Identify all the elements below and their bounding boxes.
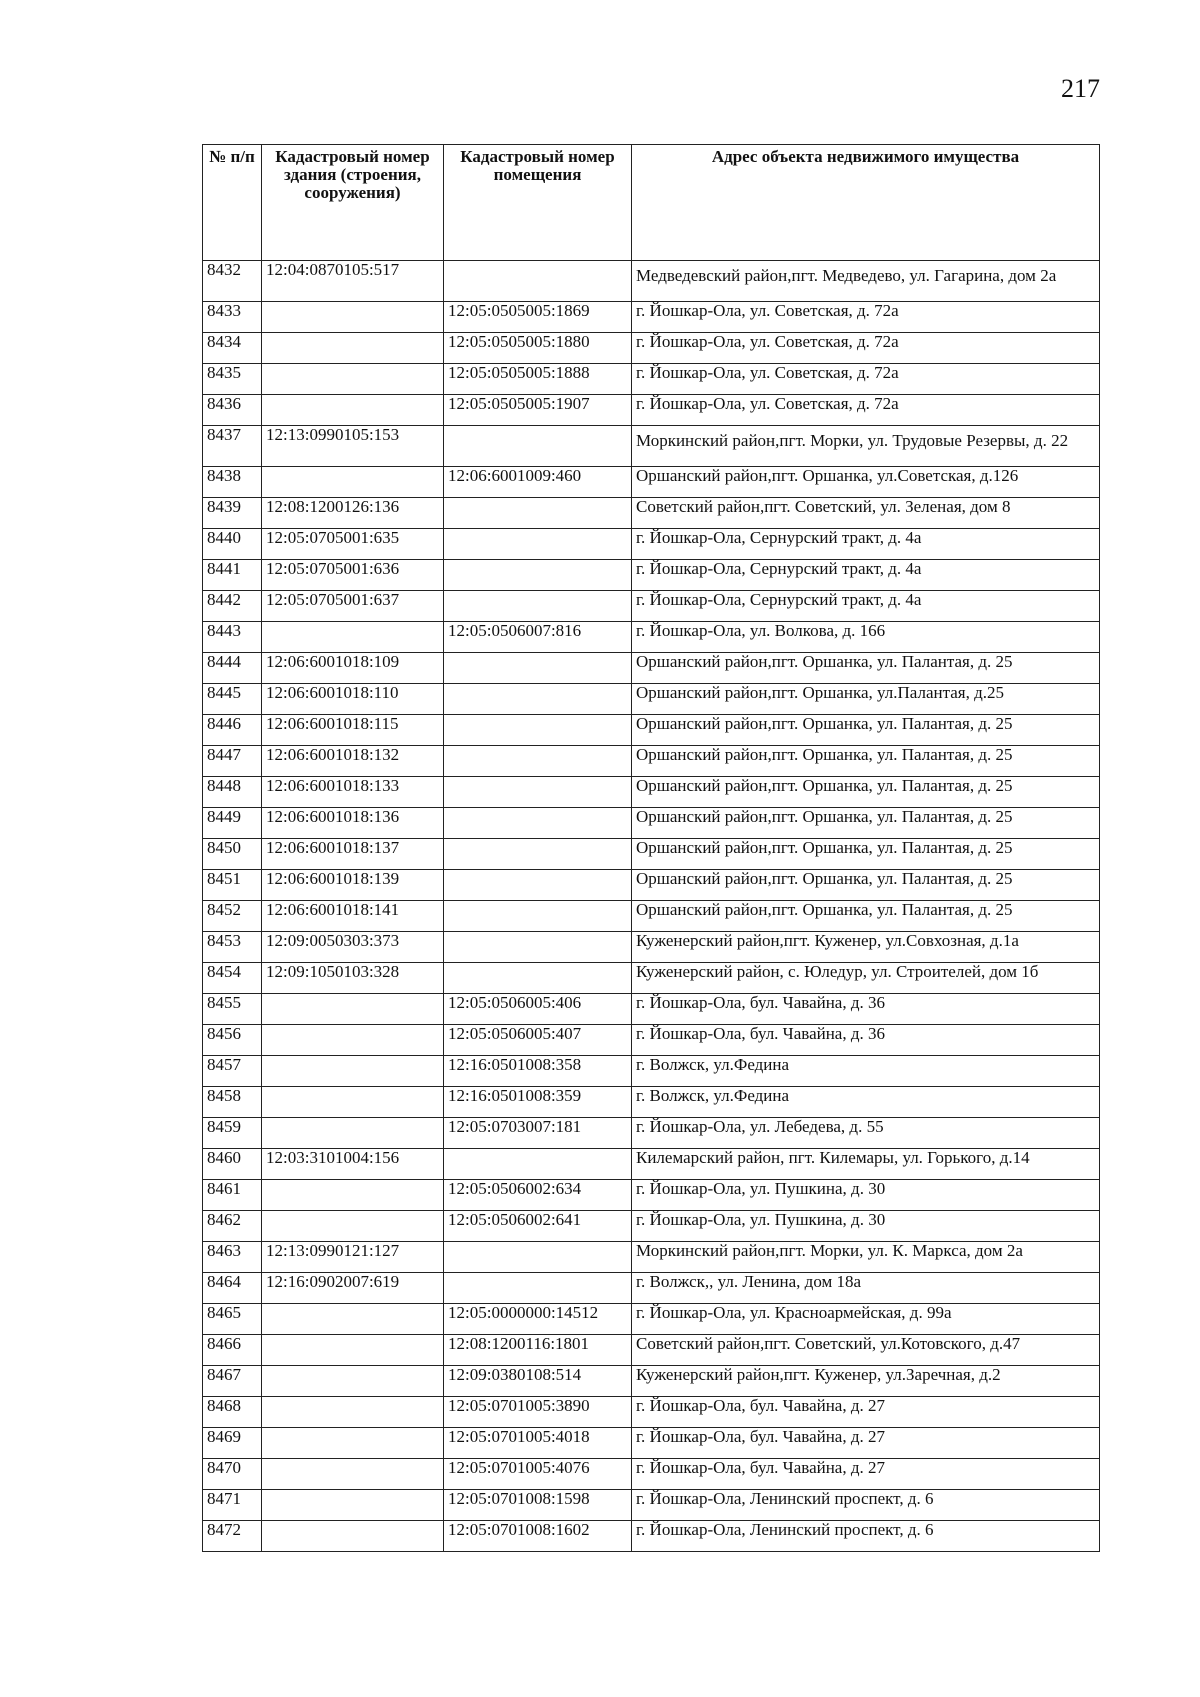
address-cell: г. Йошкар-Ола, бул. Чавайна, д. 27	[632, 1428, 1100, 1459]
table-row	[203, 746, 1100, 777]
room-cadastral-cell: 12:05:0701005:4076	[444, 1459, 632, 1490]
row-number-cell: 8457	[203, 1056, 262, 1087]
building-cadastral-cell: 12:09:0050303:373	[262, 932, 444, 963]
table-row	[203, 1459, 1100, 1490]
building-cadastral-cell	[262, 1459, 444, 1490]
address-cell: Моркинский район,пгт. Морки, ул. Трудовые Резервы, д. 22	[632, 426, 1100, 467]
table-row	[203, 529, 1100, 560]
room-cadastral-cell: 12:16:0501008:358	[444, 1056, 632, 1087]
building-cadastral-cell	[262, 1304, 444, 1335]
room-cadastral-cell: 12:16:0501008:359	[444, 1087, 632, 1118]
row-number-cell: 8437	[203, 426, 262, 467]
building-cadastral-cell	[262, 1056, 444, 1087]
address-cell: г. Йошкар-Ола, ул. Советская, д. 72а	[632, 395, 1100, 426]
room-cadastral-cell	[444, 839, 632, 870]
address-cell: Оршанский район,пгт. Оршанка, ул. Палантая, д. 25	[632, 653, 1100, 684]
building-cadastral-cell	[262, 1366, 444, 1397]
address-cell: г. Йошкар-Ола, Ленинский проспект, д. 6	[632, 1490, 1100, 1521]
table-row	[203, 1304, 1100, 1335]
room-cadastral-cell	[444, 498, 632, 529]
address-cell: г. Йошкар-Ола, Ленинский проспект, д. 6	[632, 1521, 1100, 1552]
row-number-cell: 8449	[203, 808, 262, 839]
row-number-cell: 8471	[203, 1490, 262, 1521]
room-cadastral-cell	[444, 560, 632, 591]
address-cell: г. Йошкар-Ола, ул. Советская, д. 72а	[632, 364, 1100, 395]
building-cadastral-cell	[262, 1118, 444, 1149]
address-cell: Советский район,пгт. Советский, ул.Котовского, д.47	[632, 1335, 1100, 1366]
row-number-cell: 8464	[203, 1273, 262, 1304]
table-row	[203, 870, 1100, 901]
address-cell: Оршанский район,пгт. Оршанка, ул.Советская, д.126	[632, 467, 1100, 498]
room-cadastral-cell: 12:05:0701005:4018	[444, 1428, 632, 1459]
address-cell: г. Йошкар-Ола, ул. Советская, д. 72а	[632, 333, 1100, 364]
room-cadastral-cell	[444, 529, 632, 560]
building-cadastral-cell	[262, 467, 444, 498]
address-cell: Куженерский район, с. Юледур, ул. Строителей, дом 1б	[632, 963, 1100, 994]
address-cell: г. Йошкар-Ола, ул. Волкова, д. 166	[632, 622, 1100, 653]
table-row	[203, 1490, 1100, 1521]
address-cell: Оршанский район,пгт. Оршанка, ул. Палантая, д. 25	[632, 839, 1100, 870]
row-number-cell: 8447	[203, 746, 262, 777]
building-cadastral-cell: 12:06:6001018:136	[262, 808, 444, 839]
table-row	[203, 808, 1100, 839]
table-row	[203, 777, 1100, 808]
row-number-cell: 8463	[203, 1242, 262, 1273]
room-cadastral-cell	[444, 1242, 632, 1273]
row-number-cell: 8460	[203, 1149, 262, 1180]
address-cell: Оршанский район,пгт. Оршанка, ул.Палантая, д.25	[632, 684, 1100, 715]
table-row	[203, 994, 1100, 1025]
property-registry-table	[202, 144, 1100, 1552]
row-number-cell: 8453	[203, 932, 262, 963]
table-row	[203, 1242, 1100, 1273]
row-number-cell: 8459	[203, 1118, 262, 1149]
table-row	[203, 715, 1100, 746]
row-number-cell: 8472	[203, 1521, 262, 1552]
room-cadastral-cell	[444, 1273, 632, 1304]
row-number-cell: 8467	[203, 1366, 262, 1397]
building-cadastral-cell: 12:03:3101004:156	[262, 1149, 444, 1180]
building-cadastral-cell: 12:06:6001018:132	[262, 746, 444, 777]
table-row	[203, 426, 1100, 467]
table-row	[203, 1366, 1100, 1397]
room-cadastral-cell: 12:05:0506002:634	[444, 1180, 632, 1211]
row-number-cell: 8448	[203, 777, 262, 808]
building-cadastral-cell	[262, 395, 444, 426]
room-cadastral-cell: 12:05:0505005:1869	[444, 302, 632, 333]
building-cadastral-cell	[262, 994, 444, 1025]
row-number-cell: 8468	[203, 1397, 262, 1428]
building-cadastral-cell	[262, 1397, 444, 1428]
address-cell: г. Йошкар-Ола, Сернурский тракт, д. 4а	[632, 560, 1100, 591]
address-cell: Килемарский район, пгт. Килемары, ул. Горького, д.14	[632, 1149, 1100, 1180]
address-cell: Моркинский район,пгт. Морки, ул. К. Маркса, дом 2а	[632, 1242, 1100, 1273]
row-number-cell: 8462	[203, 1211, 262, 1242]
row-number-cell: 8455	[203, 994, 262, 1025]
page-number: 217	[1061, 74, 1100, 103]
building-cadastral-cell: 12:06:6001018:109	[262, 653, 444, 684]
row-number-cell: 8439	[203, 498, 262, 529]
address-cell: г. Волжск, ул.Федина	[632, 1056, 1100, 1087]
room-cadastral-cell	[444, 746, 632, 777]
table-row	[203, 560, 1100, 591]
room-cadastral-cell	[444, 901, 632, 932]
row-number-cell: 8461	[203, 1180, 262, 1211]
building-cadastral-cell: 12:16:0902007:619	[262, 1273, 444, 1304]
room-cadastral-cell: 12:05:0505005:1888	[444, 364, 632, 395]
room-cadastral-cell	[444, 777, 632, 808]
address-cell: г. Йошкар-Ола, бул. Чавайна, д. 36	[632, 994, 1100, 1025]
room-cadastral-cell: 12:05:0701008:1598	[444, 1490, 632, 1521]
table-row	[203, 1118, 1100, 1149]
row-number-cell: 8444	[203, 653, 262, 684]
building-cadastral-cell: 12:05:0705001:635	[262, 529, 444, 560]
row-number-cell: 8438	[203, 467, 262, 498]
table-row	[203, 1025, 1100, 1056]
row-number-cell: 8450	[203, 839, 262, 870]
building-cadastral-cell: 12:06:6001018:115	[262, 715, 444, 746]
table-row	[203, 839, 1100, 870]
building-cadastral-cell: 12:13:0990105:153	[262, 426, 444, 467]
room-cadastral-cell	[444, 261, 632, 302]
row-number-cell: 8446	[203, 715, 262, 746]
row-number-cell: 8470	[203, 1459, 262, 1490]
address-cell: Оршанский район,пгт. Оршанка, ул. Палантая, д. 25	[632, 746, 1100, 777]
room-cadastral-cell	[444, 808, 632, 839]
table-row	[203, 653, 1100, 684]
room-cadastral-cell	[444, 932, 632, 963]
row-number-cell: 8451	[203, 870, 262, 901]
building-cadastral-cell: 12:09:1050103:328	[262, 963, 444, 994]
column-header-number: № п/п	[203, 145, 262, 261]
room-cadastral-cell	[444, 653, 632, 684]
table-row	[203, 1273, 1100, 1304]
address-cell: г. Йошкар-Ола, бул. Чавайна, д. 27	[632, 1397, 1100, 1428]
building-cadastral-cell	[262, 1428, 444, 1459]
row-number-cell: 8440	[203, 529, 262, 560]
room-cadastral-cell: 12:06:6001009:460	[444, 467, 632, 498]
building-cadastral-cell	[262, 1490, 444, 1521]
address-cell: г. Йошкар-Ола, ул. Пушкина, д. 30	[632, 1211, 1100, 1242]
table-row	[203, 1428, 1100, 1459]
table-row	[203, 333, 1100, 364]
table-header-row	[203, 145, 1100, 261]
building-cadastral-cell	[262, 333, 444, 364]
table-row	[203, 1521, 1100, 1552]
building-cadastral-cell: 12:06:6001018:133	[262, 777, 444, 808]
address-cell: г. Йошкар-Ола, Сернурский тракт, д. 4а	[632, 591, 1100, 622]
row-number-cell: 8458	[203, 1087, 262, 1118]
room-cadastral-cell: 12:08:1200116:1801	[444, 1335, 632, 1366]
address-cell: г. Волжск, ул.Федина	[632, 1087, 1100, 1118]
building-cadastral-cell	[262, 302, 444, 333]
room-cadastral-cell: 12:05:0000000:14512	[444, 1304, 632, 1335]
table-row	[203, 963, 1100, 994]
address-cell: Куженерский район,пгт. Куженер, ул.Совхозная, д.1а	[632, 932, 1100, 963]
building-cadastral-cell	[262, 1025, 444, 1056]
building-cadastral-cell: 12:06:6001018:110	[262, 684, 444, 715]
room-cadastral-cell	[444, 870, 632, 901]
building-cadastral-cell	[262, 1335, 444, 1366]
row-number-cell: 8445	[203, 684, 262, 715]
room-cadastral-cell	[444, 963, 632, 994]
row-number-cell: 8442	[203, 591, 262, 622]
column-header-room-cadastral: Кадастровый номер помещения	[444, 145, 632, 261]
room-cadastral-cell: 12:05:0506007:816	[444, 622, 632, 653]
room-cadastral-cell	[444, 715, 632, 746]
room-cadastral-cell: 12:05:0506002:641	[444, 1211, 632, 1242]
address-cell: г. Йошкар-Ола, ул. Советская, д. 72а	[632, 302, 1100, 333]
address-cell: Куженерский район,пгт. Куженер, ул.Заречная, д.2	[632, 1366, 1100, 1397]
row-number-cell: 8435	[203, 364, 262, 395]
building-cadastral-cell	[262, 1521, 444, 1552]
table-row	[203, 261, 1100, 302]
table-row	[203, 1335, 1100, 1366]
address-cell: г. Йошкар-Ола, бул. Чавайна, д. 36	[632, 1025, 1100, 1056]
address-cell: Оршанский район,пгт. Оршанка, ул. Палантая, д. 25	[632, 870, 1100, 901]
row-number-cell: 8443	[203, 622, 262, 653]
building-cadastral-cell	[262, 1087, 444, 1118]
building-cadastral-cell	[262, 1180, 444, 1211]
table-row	[203, 498, 1100, 529]
building-cadastral-cell: 12:06:6001018:139	[262, 870, 444, 901]
room-cadastral-cell: 12:05:0701008:1602	[444, 1521, 632, 1552]
table-row	[203, 395, 1100, 426]
address-cell: г. Йошкар-Ола, ул. Пушкина, д. 30	[632, 1180, 1100, 1211]
room-cadastral-cell: 12:05:0506005:407	[444, 1025, 632, 1056]
building-cadastral-cell: 12:04:0870105:517	[262, 261, 444, 302]
table-row	[203, 1056, 1100, 1087]
room-cadastral-cell: 12:05:0506005:406	[444, 994, 632, 1025]
address-cell: г. Йошкар-Ола, ул. Красноармейская, д. 99а	[632, 1304, 1100, 1335]
table-row	[203, 901, 1100, 932]
table-row	[203, 1149, 1100, 1180]
table-row	[203, 622, 1100, 653]
building-cadastral-cell: 12:05:0705001:637	[262, 591, 444, 622]
row-number-cell: 8456	[203, 1025, 262, 1056]
row-number-cell: 8441	[203, 560, 262, 591]
room-cadastral-cell: 12:05:0505005:1880	[444, 333, 632, 364]
address-cell: Оршанский район,пгт. Оршанка, ул. Палантая, д. 25	[632, 901, 1100, 932]
address-cell: Оршанский район,пгт. Оршанка, ул. Палантая, д. 25	[632, 777, 1100, 808]
address-cell: Советский район,пгт. Советский, ул. Зеленая, дом 8	[632, 498, 1100, 529]
row-number-cell: 8469	[203, 1428, 262, 1459]
column-header-building-cadastral: Кадастровый номер здания (строения, сооружения)	[262, 145, 444, 261]
room-cadastral-cell: 12:05:0701005:3890	[444, 1397, 632, 1428]
building-cadastral-cell: 12:05:0705001:636	[262, 560, 444, 591]
building-cadastral-cell	[262, 364, 444, 395]
row-number-cell: 8452	[203, 901, 262, 932]
table-row	[203, 1087, 1100, 1118]
building-cadastral-cell: 12:13:0990121:127	[262, 1242, 444, 1273]
table-row	[203, 302, 1100, 333]
row-number-cell: 8436	[203, 395, 262, 426]
row-number-cell: 8466	[203, 1335, 262, 1366]
row-number-cell: 8434	[203, 333, 262, 364]
address-cell: г. Йошкар-Ола, бул. Чавайна, д. 27	[632, 1459, 1100, 1490]
building-cadastral-cell	[262, 622, 444, 653]
row-number-cell: 8433	[203, 302, 262, 333]
room-cadastral-cell: 12:05:0505005:1907	[444, 395, 632, 426]
address-cell: г. Йошкар-Ола, ул. Лебедева, д. 55	[632, 1118, 1100, 1149]
room-cadastral-cell	[444, 591, 632, 622]
building-cadastral-cell: 12:06:6001018:137	[262, 839, 444, 870]
table-row	[203, 1211, 1100, 1242]
address-cell: Медведевский район,пгт. Медведево, ул. Гагарина, дом 2а	[632, 261, 1100, 302]
address-cell: г. Волжск,, ул. Ленина, дом 18а	[632, 1273, 1100, 1304]
row-number-cell: 8454	[203, 963, 262, 994]
table-row	[203, 932, 1100, 963]
table-row	[203, 684, 1100, 715]
room-cadastral-cell	[444, 684, 632, 715]
table-row	[203, 1397, 1100, 1428]
room-cadastral-cell: 12:09:0380108:514	[444, 1366, 632, 1397]
address-cell: Оршанский район,пгт. Оршанка, ул. Палантая, д. 25	[632, 715, 1100, 746]
room-cadastral-cell	[444, 1149, 632, 1180]
table-row	[203, 467, 1100, 498]
table-row	[203, 591, 1100, 622]
room-cadastral-cell: 12:05:0703007:181	[444, 1118, 632, 1149]
row-number-cell: 8465	[203, 1304, 262, 1335]
row-number-cell: 8432	[203, 261, 262, 302]
table-row	[203, 1180, 1100, 1211]
address-cell: г. Йошкар-Ола, Сернурский тракт, д. 4а	[632, 529, 1100, 560]
address-cell: Оршанский район,пгт. Оршанка, ул. Палантая, д. 25	[632, 808, 1100, 839]
building-cadastral-cell	[262, 1211, 444, 1242]
column-header-address: Адрес объекта недвижимого имущества	[632, 145, 1100, 261]
table-row	[203, 364, 1100, 395]
room-cadastral-cell	[444, 426, 632, 467]
building-cadastral-cell: 12:06:6001018:141	[262, 901, 444, 932]
building-cadastral-cell: 12:08:1200126:136	[262, 498, 444, 529]
table-body	[203, 261, 1100, 1552]
